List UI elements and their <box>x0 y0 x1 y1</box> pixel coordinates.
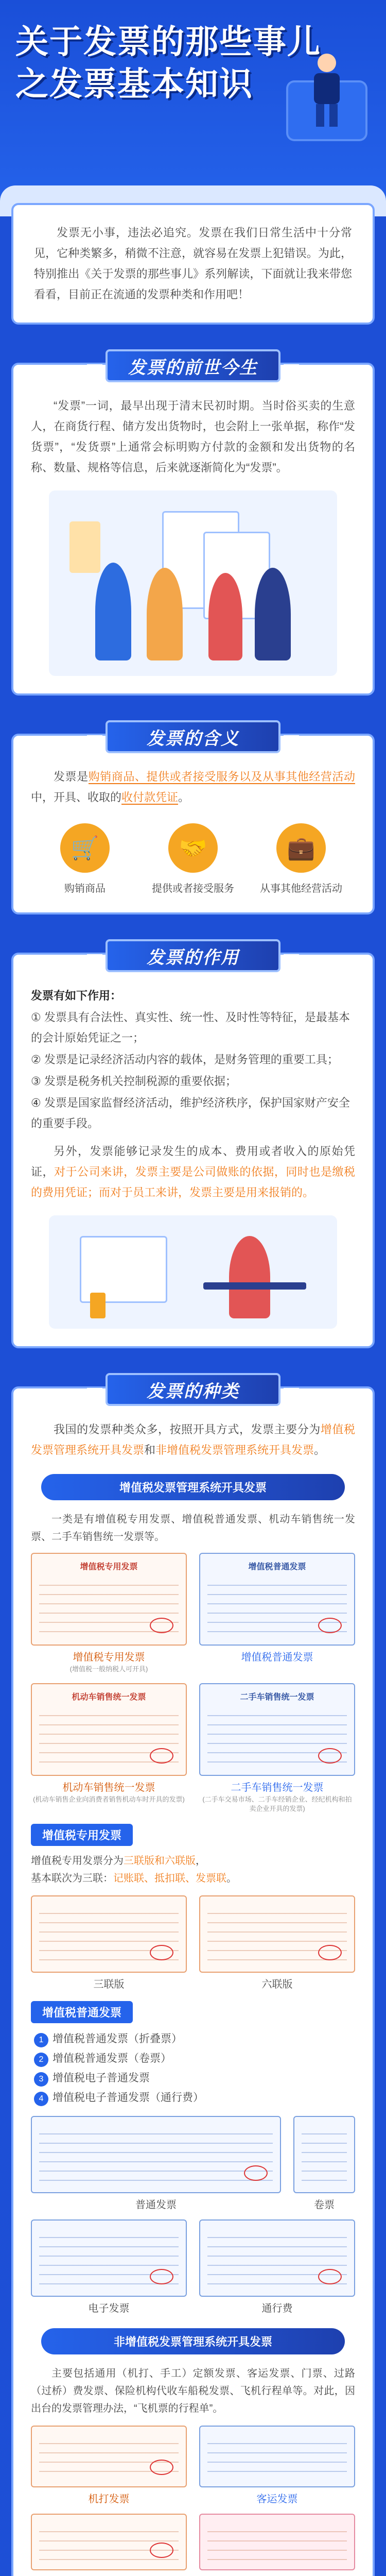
invoice-caption: 六联版 <box>261 1979 293 1990</box>
invoice-caption <box>199 2573 355 2576</box>
function-list <box>31 986 355 1134</box>
types-sys-text: 一类是有增值税专用发票、增值税普通发票、机动车销售统一发票、二手车销售统一发票等。 <box>31 1514 355 1543</box>
invoice-card <box>31 1553 187 1674</box>
meaning-item-service <box>144 823 242 895</box>
function-item: ② 发票是记录经济活动内容的载体，是财务管理的重要工具； <box>31 1053 339 1066</box>
meaning-item-label: 提供或者接受服务 <box>152 883 234 894</box>
special-invoice-text: 增值税专用发票分为三联版和六联版， 基本联次为三联：记账联、抵扣联、发票联。 <box>31 1855 237 1884</box>
cart-icon: 🛒 <box>60 823 110 873</box>
invoice-caption: 增值税普通发票 <box>241 1652 313 1663</box>
function-lead: 发票有如下作用： <box>31 989 122 1002</box>
invoice-card <box>31 2426 187 2505</box>
invoice-card <box>31 1895 187 1991</box>
invoice-image <box>31 2426 187 2487</box>
invoice-card <box>293 2116 355 2211</box>
types-nonsys-bar: 非增值税发票管理系统开具发票 <box>41 2328 345 2354</box>
general-invoice-tag: 增值税普通发票 <box>31 2001 133 2023</box>
invoice-caption: 增值税专用发票 <box>73 1652 145 1663</box>
invoice-note: (二手车交易市场、二手车经销企业、经纪机构和拍卖企业开具的发票) <box>202 1795 352 1812</box>
function-para2: 另外，发票能够记录发生的成本、费用或者收入的原始凭证，对于公司来讲，发票主要是公司做账的依据，同时也是缴税的费用凭证；而对于员工来讲，发票主要是用来报销的。 <box>31 1145 355 1199</box>
invoice-image <box>199 2514 355 2570</box>
invoice-caption: 普通发票 <box>135 2199 177 2211</box>
types-intro: 我国的发票种类众多，按照开具方式，发票主要分为增值税发票管理系统开具发票和非增值税发票管理系统开具发票。 <box>31 1423 355 1456</box>
invoice-image <box>199 2426 355 2487</box>
list-item: 2 增值税普通发票（卷票） <box>34 2049 355 2069</box>
hero-title-line2: 之发票基本知识 <box>15 65 253 103</box>
invoice-card <box>199 2514 355 2576</box>
general-invoice-pics-1 <box>31 2116 355 2211</box>
invoice-card <box>199 1683 355 1814</box>
meaning-item-label: 从事其他经营活动 <box>260 883 342 894</box>
handshake-icon: 🤝 <box>168 823 218 873</box>
invoice-caption <box>31 2573 187 2576</box>
function-item: ④ 发票是国家监督经济活动，维护经济秩序，保护国家财产安全的重要手段。 <box>31 1096 350 1130</box>
invoice-card <box>199 2219 355 2315</box>
invoice-card <box>199 1553 355 1674</box>
special-invoice-tag: 增值税专用发票 <box>31 1824 133 1846</box>
history-section <box>11 358 375 696</box>
function-title: 发票的作用 <box>106 939 280 972</box>
invoice-caption: 机打发票 <box>88 2494 130 2505</box>
invoice-caption: 三联版 <box>93 1979 125 1990</box>
types-sys-bar: 增值税发票管理系统开具发票 <box>41 1474 345 1500</box>
general-invoice-list <box>31 2029 355 2108</box>
history-illustration <box>49 490 337 676</box>
invoice-card <box>199 1895 355 1991</box>
intro-text: 发票无小事，违法必追究。发票在我们日常生活中十分常见，它种类繁多，稍微不注意，就容易在发票上犯错误。为此，特别推出《关于发票的那些事儿》系列解读，下面就让我来带您看看，目前正在流通的发票种类和作用吧！ <box>34 226 352 301</box>
function-item: ① 发票具有合法性、真实性、统一性、及时性等特征，是最基本的会计原始凭证之一； <box>31 1011 350 1044</box>
meaning-section <box>11 728 375 914</box>
invoice-caption: 二手车销售统一发票 <box>231 1782 324 1793</box>
invoice-note: (增值税一般纳税人可开具) <box>69 1665 148 1673</box>
function-item: ③ 发票是税务机关控制税源的重要依据； <box>31 1075 237 1088</box>
invoice-caption: 卷票 <box>314 2199 335 2211</box>
invoice-card <box>31 2116 281 2211</box>
meaning-text: 发票是购销商品、提供或者接受服务以及从事其他经营活动中，开具、收取的收付款凭证。 <box>31 770 355 804</box>
meaning-title: 发票的含义 <box>106 720 280 753</box>
invoice-card <box>199 2426 355 2505</box>
invoice-image: 增值税普通发票 <box>199 1553 355 1646</box>
invoice-note: (机动车销售企业向消费者销售机动车时开具的发票) <box>33 1795 185 1803</box>
meaning-item-other <box>252 823 350 895</box>
invoice-image <box>31 2219 187 2297</box>
hero-person-icon <box>304 52 350 129</box>
intro-card <box>11 203 375 325</box>
special-invoice-pics <box>31 1895 355 1991</box>
invoice-image <box>31 2116 281 2193</box>
invoice-caption: 客运发票 <box>256 2494 298 2505</box>
list-item: 1 增值税普通发票（折叠票） <box>34 2029 355 2049</box>
invoice-image: 机动车销售统一发票 <box>31 1683 187 1776</box>
briefcase-icon: 💼 <box>276 823 326 873</box>
types-invoice-grid <box>31 1553 355 1814</box>
types-section <box>11 1381 375 2576</box>
function-section <box>11 947 375 1348</box>
invoice-image <box>199 2219 355 2297</box>
invoice-caption: 通行费 <box>261 2303 293 2314</box>
function-illustration <box>49 1215 337 1329</box>
meaning-item-label: 购销商品 <box>64 883 106 894</box>
general-invoice-pics-2 <box>31 2219 355 2315</box>
meaning-item-goods <box>36 823 134 895</box>
types-nonsys-text: 主要包括通用（机打、手工）定额发票、客运发票、门票、过路（过桥）费发票、保险机构代收车船税发票、飞机行程单等。对此，因出台的发票管理办法，“飞机票的行程单”。 <box>31 2368 355 2414</box>
invoice-image <box>293 2116 355 2193</box>
nonsys-pics-1 <box>31 2426 355 2505</box>
invoice-caption: 电子发票 <box>88 2303 130 2314</box>
invoice-caption: 机动车销售统一发票 <box>62 1782 155 1793</box>
invoice-card <box>31 1683 187 1814</box>
hero-banner <box>0 0 386 216</box>
types-title: 发票的种类 <box>106 1373 280 1406</box>
list-item: 4 增值税电子普通发票（通行费） <box>34 2088 355 2108</box>
hero-title-line1: 关于发票的那些事儿 <box>15 23 321 60</box>
invoice-image <box>31 2514 187 2570</box>
invoice-image <box>199 1895 355 1973</box>
invoice-image <box>31 1895 187 1973</box>
history-text: “发票”一词，最早出现于清末民初时期。当时俗买卖的生意人，在商货行程、储方发出货物时，也会附上一张单据，称作“发货票”，“发货票”上通常会标明购方付款的金额和发出货物的名称、数量、规格等信息，后来就逐渐简化为“发票”。 <box>31 399 355 474</box>
nonsys-pics-2 <box>31 2514 355 2576</box>
invoice-image: 二手车销售统一发票 <box>199 1683 355 1776</box>
invoice-image: 增值税专用发票 <box>31 1553 187 1646</box>
invoice-card <box>31 2514 187 2576</box>
history-title: 发票的前世今生 <box>106 349 280 382</box>
meaning-icon-row <box>31 823 355 895</box>
list-item: 3 增值税电子普通发票 <box>34 2069 355 2088</box>
invoice-card <box>31 2219 187 2315</box>
